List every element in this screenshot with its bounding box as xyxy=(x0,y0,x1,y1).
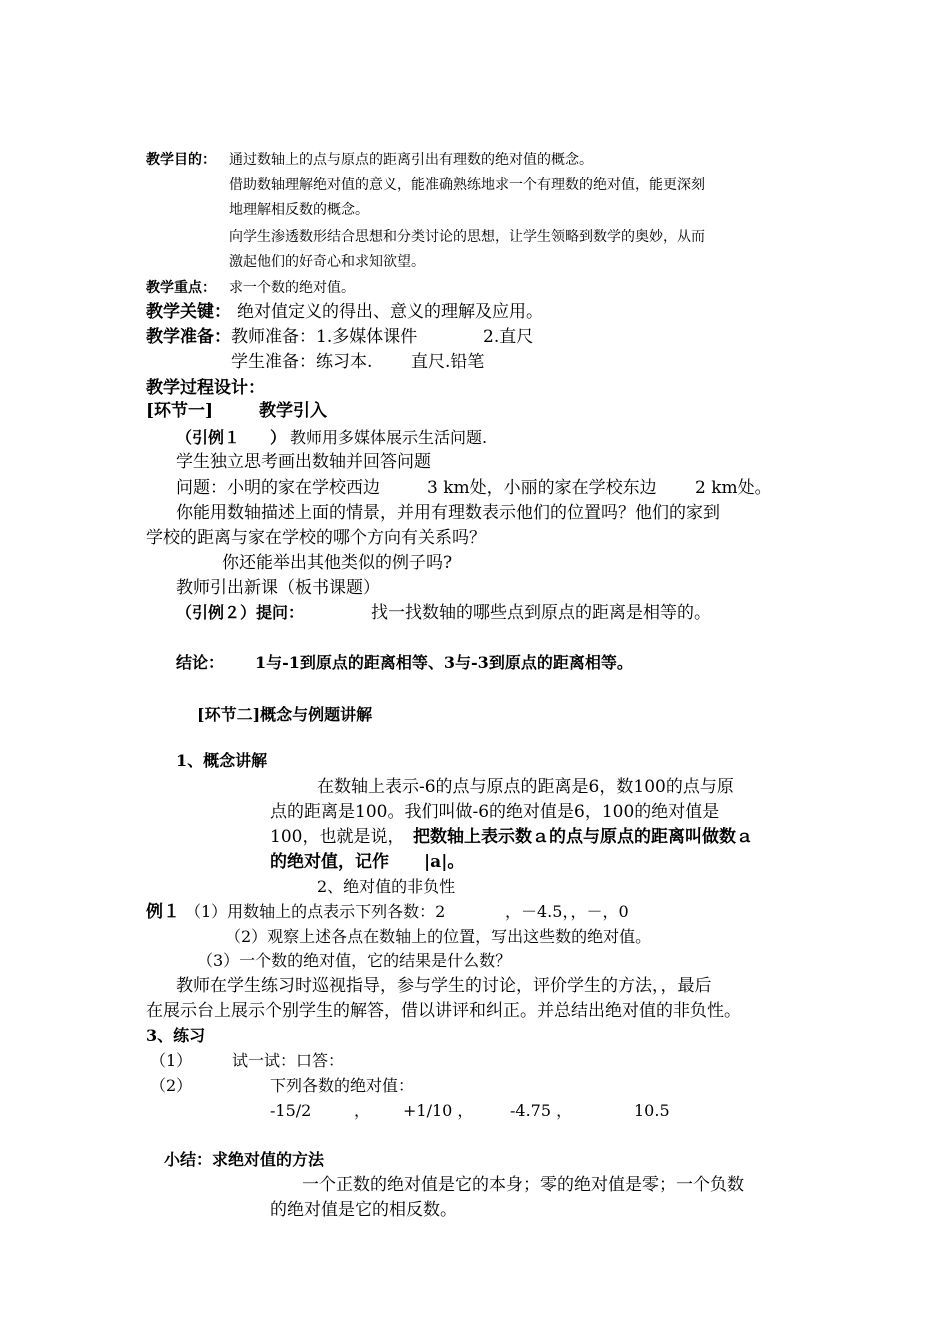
example-item-1-values: ，－4.5，，－，0 xyxy=(505,902,629,921)
concept-subheading: 1、概念讲解 xyxy=(176,751,268,770)
practice-1-number: （1） xyxy=(150,1051,193,1070)
practice-value-3: -4.75 ， xyxy=(510,1101,573,1120)
objectives-label: 教学目的： xyxy=(146,152,216,168)
key-text: 绝对值定义的得出、意义的理解及应用。 xyxy=(237,302,543,322)
ask-line-2: 学校的距离与家在学校的哪个方向有关系吗？ xyxy=(146,528,486,548)
practice-value-4: 10.5 xyxy=(634,1101,670,1120)
section1-title: 教学引入 xyxy=(259,401,327,421)
prep-student: 学生准备：练习本. xyxy=(231,352,373,372)
example-item-1: （1）用数轴上的点表示下列各数：2 xyxy=(185,902,446,921)
conclusion-label: 结论： xyxy=(176,653,225,672)
practice-2-text: 下列各数的绝对值： xyxy=(270,1076,415,1095)
example-label: 例１ xyxy=(146,902,180,922)
teacher-line-1: 教师在学生练习时巡视指导，参与学生的讨论，评价学生的方法，，最后 xyxy=(176,976,712,996)
practice-2-number: （2） xyxy=(150,1076,193,1095)
nonnegativity-subheading: 2、绝对值的非负性 xyxy=(317,877,456,896)
practice-value-2: +1/10 ， xyxy=(403,1101,474,1120)
section2-title: [环节二]概念与例题讲解 xyxy=(197,705,373,724)
practice-subheading: 3、练习 xyxy=(146,1026,206,1045)
conclusion-text: 1与-1到原点的距离相等、3与-3到原点的距离相等。 xyxy=(255,653,633,672)
question-part-a: 问题：小明的家在学校西边 xyxy=(176,478,380,498)
example1-text: 教师用多媒体展示生活问题. xyxy=(290,428,488,447)
practice-value-1: -15/2 xyxy=(270,1101,312,1120)
summary-line-2: 的绝对值是它的相反数。 xyxy=(270,1200,457,1220)
focus-label: 教学重点： xyxy=(146,280,216,296)
example-item-2: （2）观察上述各点在数轴上的位置，写出这些数的绝对值。 xyxy=(225,927,652,946)
section1-tag: [环节一] xyxy=(146,401,214,421)
process-title: 教学过程设计： xyxy=(146,378,265,398)
objectives-line-1: 通过数轴上的点与原点的距离引出有理数的绝对值的概念。 xyxy=(229,152,593,168)
objectives-line-4: 向学生渗透数形结合思想和分类讨论的思想，让学生领略到数学的奥妙，从而 xyxy=(229,229,705,245)
prep-teacher: 教师准备：1.多媒体课件 xyxy=(231,327,418,347)
example2-label: （引例２）提问： xyxy=(176,603,305,622)
summary-line-1: 一个正数的绝对值是它的本身；零的绝对值是零；一个负数 xyxy=(302,1175,744,1195)
objectives-line-5: 激起他们的好奇心和求知欲望。 xyxy=(229,254,425,270)
concept-line-2: 点的距离是100。我们叫做-6的绝对值是6，100的绝对值是 xyxy=(270,802,720,822)
concept-line-4-bold: 的绝对值，记作 xyxy=(270,852,389,872)
example2-text: 找一找数轴的哪些点到原点的距离是相等的。 xyxy=(371,603,711,623)
students-line: 学生独立思考画出数轴并回答问题 xyxy=(176,452,431,472)
concept-line-1: 在数轴上表示-6的点与原点的距离是6，数100的点与原 xyxy=(317,777,734,797)
example1-close: ） xyxy=(270,428,287,447)
focus-text: 求一个数的绝对值。 xyxy=(229,280,355,296)
example1-label: （引例１ xyxy=(176,428,241,447)
example-item-3: （3）一个数的绝对值，它的结果是什么数？ xyxy=(197,951,512,970)
concept-line-3-bold: 把数轴上表示数ａ的点与原点的距离叫做数ａ xyxy=(413,827,753,847)
ask-line-1: 你能用数轴描述上面的情景，并用有理数表示他们的位置吗？他们的家到 xyxy=(176,503,720,523)
key-label: 教学关键： xyxy=(146,302,231,322)
prep-label: 教学准备： xyxy=(146,327,231,347)
prep-student-item-2: 直尺.铅笔 xyxy=(411,352,485,372)
new-lesson-line: 教师引出新课（板书课题） xyxy=(176,578,380,598)
objectives-line-3: 地理解相反数的概念。 xyxy=(229,202,369,218)
ask-line-3: 你还能举出其他类似的例子吗? xyxy=(222,553,453,573)
practice-comma: ， xyxy=(354,1101,371,1120)
objectives-line-2: 借助数轴理解绝对值的意义，能准确熟练地求一个有理数的绝对值，能更深刻 xyxy=(229,177,705,193)
teacher-line-2: 在展示台上展示个别学生的解答，借以讲评和纠正。并总结出绝对值的非负性。 xyxy=(146,1001,741,1021)
question-part-b: 3 km处，小丽的家在学校东边 xyxy=(427,478,657,498)
absolute-value-notation: |a|。 xyxy=(424,852,465,872)
practice-1-text: 试一试：口答： xyxy=(232,1051,345,1070)
concept-line-3-plain: 100，也就是说， xyxy=(270,827,405,847)
summary-title: 小结：求绝对值的方法 xyxy=(164,1150,325,1169)
question-part-c: 2 km处。 xyxy=(695,478,772,498)
prep-teacher-item-2: 2.直尺 xyxy=(483,327,534,347)
